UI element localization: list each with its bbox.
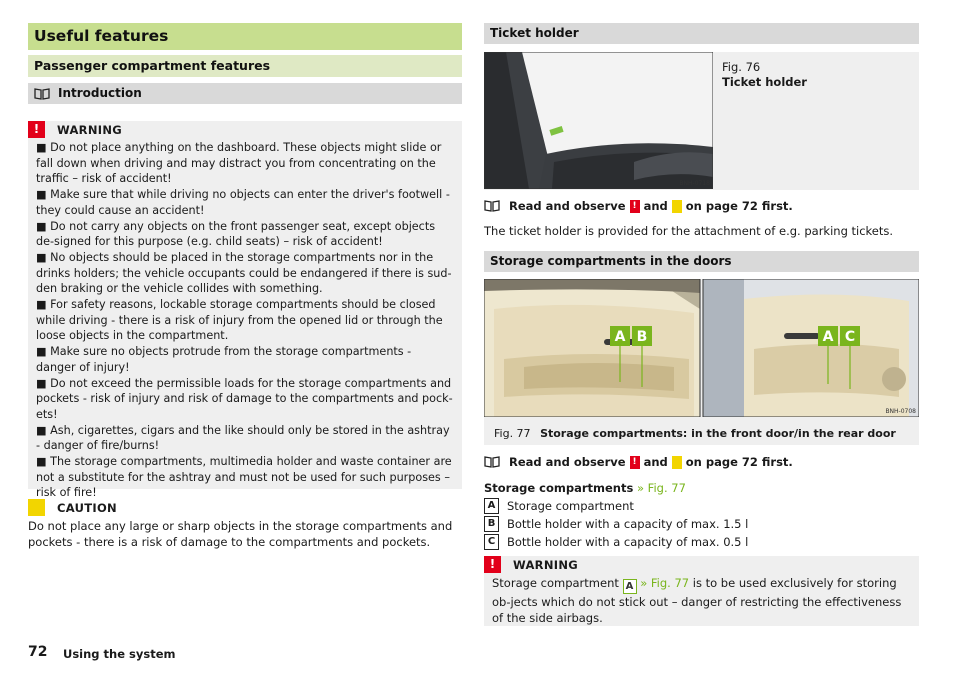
fig77-title: Storage compartments: in the front door/in the rear door — [540, 427, 896, 440]
warning-icon: ! — [484, 556, 501, 573]
door-storage-image — [484, 279, 919, 417]
warning-item: ■ Make sure no objects protrude from the storage compartments - danger of injury! — [36, 345, 412, 374]
read-observe-and: and — [643, 455, 668, 469]
storage-list-title: Storage compartments — [484, 481, 634, 495]
ticket-holder-image — [484, 52, 713, 189]
page-number: 72 — [28, 644, 48, 660]
fig77-label-b: B — [636, 329, 648, 345]
book-icon — [484, 200, 500, 212]
caution-ref-icon[interactable] — [672, 456, 682, 469]
caution-text: Do not place any large or sharp objects in the storage compartments and pockets - there is a risk of damage to the compartments and pockets. — [28, 519, 453, 549]
read-observe-post: on page 72 first. — [685, 199, 793, 213]
footer-section: Using the system — [63, 647, 176, 661]
list-key: B — [484, 516, 499, 532]
read-observe-1 — [484, 198, 793, 214]
list-key: C — [484, 534, 499, 550]
read-observe-and: and — [643, 199, 668, 213]
list-text: Bottle holder with a capacity of max. 1.5 l — [507, 517, 749, 531]
read-observe-pre: Read and observe — [509, 455, 626, 469]
read-observe-pre: Read and observe — [509, 199, 626, 213]
warning-item: ■ For safety reasons, lockable storage compartments should be closed while driving - there is a risk of injury from the opened lid or through the loose objects in the compartment. — [36, 298, 443, 343]
fig77-number: Fig. 77 — [494, 427, 531, 440]
warning-list — [28, 138, 462, 501]
caution-ref-icon[interactable] — [672, 200, 682, 213]
book-icon — [484, 456, 500, 468]
fig77-area — [484, 279, 919, 445]
warning2-text — [484, 573, 919, 626]
ticket-heading: Ticket holder — [484, 23, 919, 44]
caution-box — [28, 499, 462, 550]
storage-list — [484, 497, 748, 551]
warning-item: ■ Make sure that while driving no objects can enter the driver's footwell - they could cause an accident! — [36, 188, 450, 217]
read-observe-2 — [484, 454, 793, 470]
section-title: Useful features — [28, 23, 462, 50]
ticket-text: The ticket holder is provided for the attachment of e.g. parking tickets. — [484, 224, 894, 238]
doors-heading: Storage compartments in the doors — [484, 251, 919, 272]
list-text: Bottle holder with a capacity of max. 0.5 l — [507, 535, 749, 549]
warning2-ref[interactable]: » Fig. 77 — [640, 576, 690, 590]
warning-item: ■ No objects should be placed in the storage compartments nor in the drinks holders; the vehicle occupants could be endangered if there is sud-den braking or the vehicle collides with something. — [36, 250, 452, 296]
warning-item: ■ Ash, cigarettes, cigars and the like should only be stored in the ashtray - danger of fire/burns! — [36, 423, 450, 453]
warning-item: ■ Do not exceed the permissible loads for the storage compartments and pockets - risk of injury and risk of damage to the compartments and pock-ets! — [36, 376, 453, 421]
list-key: A — [484, 498, 499, 514]
subsection-title: Passenger compartment features — [28, 55, 462, 77]
caution-title: CAUTION — [57, 500, 117, 515]
fig76-code: BNH-0718 — [679, 180, 710, 187]
fig76-area — [484, 52, 919, 190]
fig77-label-a2: A — [822, 329, 834, 345]
list-text: Storage compartment — [507, 499, 634, 513]
list-item — [484, 515, 748, 533]
book-icon — [34, 88, 50, 100]
list-item — [484, 497, 748, 515]
warning-title: WARNING — [57, 122, 122, 137]
warning2-title: WARNING — [513, 557, 578, 572]
caution-icon — [28, 499, 45, 516]
warning2-pre: Storage compartment — [492, 576, 619, 590]
warning2-box — [484, 556, 919, 626]
warning-item: ■ Do not place anything on the dashboard. These objects might slide or fall down when driving and may distract you from concentrating on the traffic – risk of accident! — [36, 141, 442, 186]
fig76-number: Fig. 76 — [722, 60, 761, 74]
warning-box — [28, 121, 462, 500]
fig77-code: BNH-0708 — [885, 408, 916, 415]
warning-ref-icon[interactable]: ! — [630, 200, 640, 213]
list-item — [484, 533, 748, 551]
storage-list-ref[interactable]: » Fig. 77 — [636, 481, 686, 495]
fig77-label-a: A — [614, 329, 626, 345]
read-observe-post: on page 72 first. — [685, 455, 793, 469]
intro-title: Introduction — [58, 86, 142, 100]
warning-ref-icon[interactable]: ! — [630, 456, 640, 469]
warning-icon: ! — [28, 121, 45, 138]
warning2-post: is to be used exclusively for storing ob-jects which do not stick out – danger of restricting the effectiveness of the side airbags. — [492, 576, 902, 625]
warning-item: ■ The storage compartments, multimedia holder and waste container are not a substitute for the ashtray and must not be used for such purposes – risk of fire! — [36, 455, 452, 500]
storage-list-heading — [484, 480, 686, 496]
fig77-label-c: C — [844, 329, 856, 345]
fig76-title: Ticket holder — [722, 75, 807, 89]
intro-heading — [28, 83, 462, 104]
warning-item: ■ Do not carry any objects on the front passenger seat, except objects de-signed for this purpose (e.g. child seats) – risk of accident! — [36, 219, 436, 249]
warning2-key: A — [623, 579, 637, 594]
fig77-caption — [494, 427, 896, 440]
